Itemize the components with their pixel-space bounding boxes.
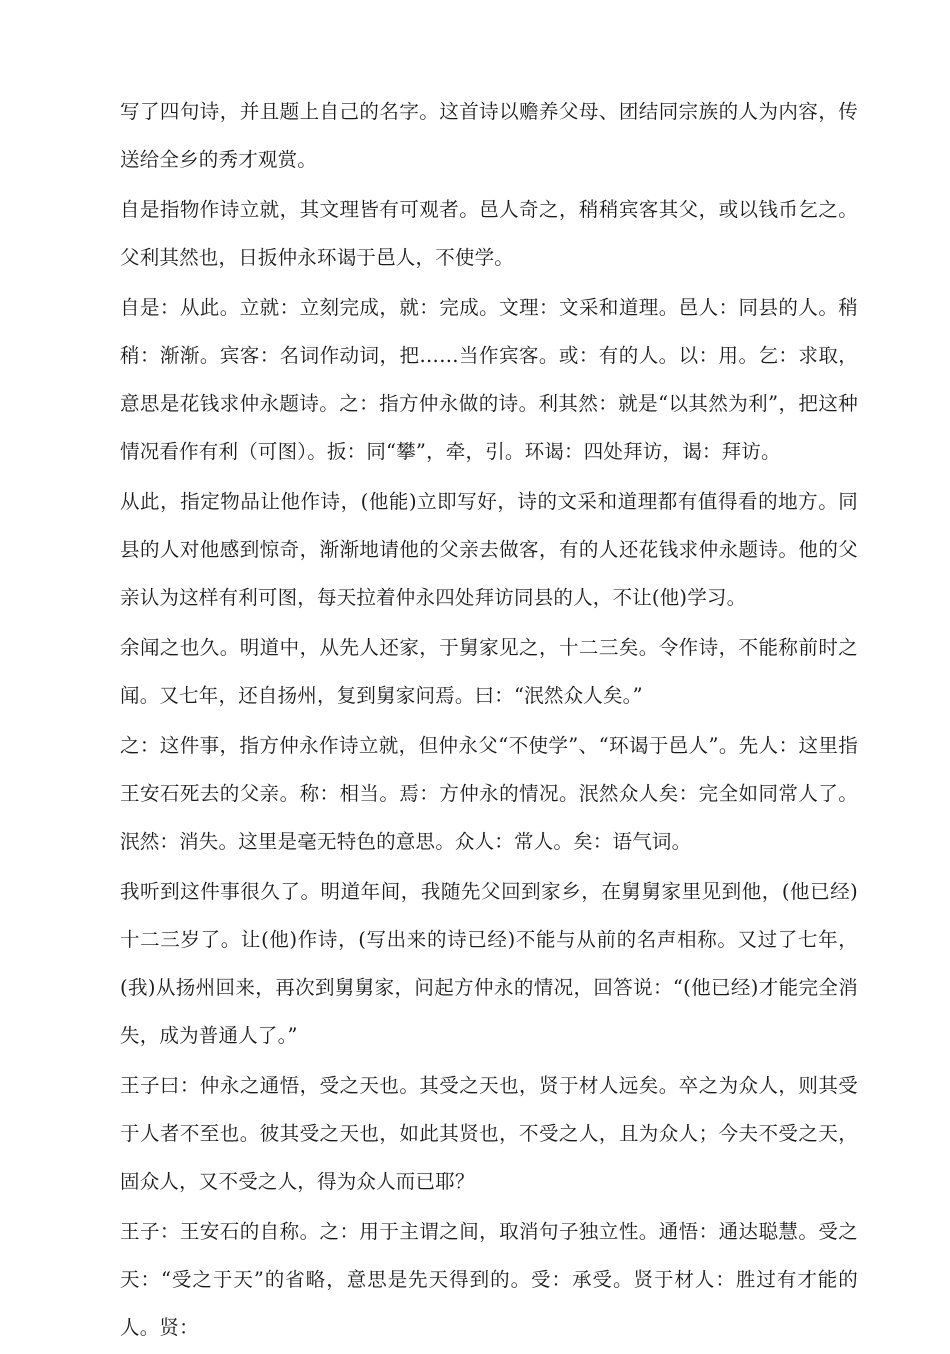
paragraph-notes-2: 自是：从此。立就：立刻完成，就：完成。文理：文采和道理。邑人：同县的人。稍稍：渐渐。宾客：名词作动词，把……当作宾客。或：有的人。以：用。乞：求取，意思是花钱求仲永题诗。之：指方仲永做的诗。利其然：就是“以其然为利”，把这种情况看作有利（可图）。扳：同“攀”，牵，引。环谒：四处拜访，谒：拜访。 (120, 296, 858, 463)
paragraph-translation-2: 从此，指定物品让他作诗，(他能)立即写好，诗的文采和道理都有值得看的地方。同县的人对他感到惊奇，渐渐地请他的父亲去做客，有的人还花钱求仲永题诗。他的父亲认为这样有利可图，每天拉着仲永四处拜访同县的人，不让(他)学习。 (120, 490, 858, 609)
paragraph-original-3: 余闻之也久。明道中，从先人还家，于舅家见之，十二三矣。令作诗，不能称前时之闻。又七年，还自扬州，复到舅家问焉。曰：“泯然众人矣。” (120, 636, 858, 707)
document-body (120, 88, 858, 1354)
paragraph-translation-1: 写了四句诗，并且题上自己的名字。这首诗以赡养父母、团结同宗族的人为内容，传送给全乡的秀才观赏。 (120, 100, 858, 171)
paragraph-original-2: 自是指物作诗立就，其文理皆有可观者。邑人奇之，稍稍宾客其父，或以钱币乞之。父利其然也，日扳仲永环谒于邑人，不使学。 (120, 198, 858, 269)
paragraph-translation-3: 我听到这件事很久了。明道年间，我随先父回到家乡，在舅舅家里见到他，(他已经)十二三岁了。让(他)作诗，(写出来的诗已经)不能与从前的名声相称。又过了七年，(我)从扬州回来，再次到舅舅家，问起方仲永的情况，回答说：“(他已经)才能完全消失，成为普通人了。” (120, 880, 858, 1047)
paragraph-notes-3: 之：这件事，指方仲永作诗立就，但仲永父“不使学”、“环谒于邑人”。先人：这里指王安石死去的父亲。称：相当。焉：方仲永的情况。泯然众人矣：完全如同常人了。泯然：消失。这里是毫无特色的意思。众人：常人。矣：语气词。 (120, 734, 858, 853)
paragraph-notes-4: 王子：王安石的自称。之：用于主谓之间，取消句子独立性。通悟：通达聪慧。受之天：“受之于天”的省略，意思是先天得到的。受：承受。贤于材人：胜过有才能的人。贤： (120, 1220, 858, 1339)
paragraph-original-4: 王子曰：仲永之通悟，受之天也。其受之天也，贤于材人远矣。卒之为众人，则其受于人者不至也。彼其受之天也，如此其贤也，不受之人，且为众人；今夫不受之天，固众人，又不受之人，得为众人而已耶？ (120, 1074, 858, 1193)
